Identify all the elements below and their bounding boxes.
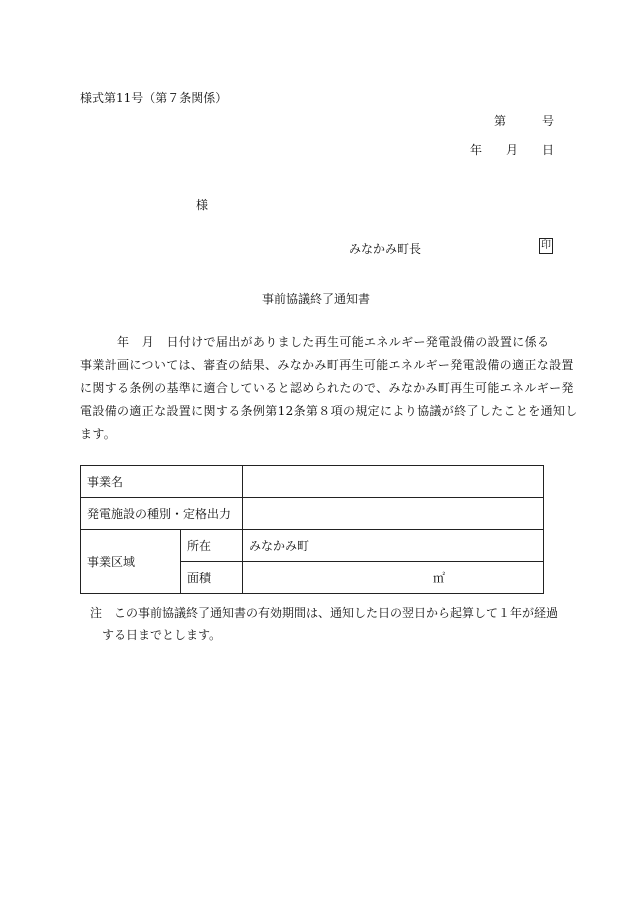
doc-number-prefix: 第 [494,114,507,128]
doc-number-suffix: 号 [542,114,555,128]
seal-mark: 印 [539,238,553,254]
note-line: 注 この事前協議終了通知書の有効期間は、通知した日の翌日から起算して１年が経過 [90,606,559,620]
size-value [243,562,544,594]
table-row [81,530,544,562]
body-line: 電設備の適正な設置に関する条例第12条第８項の規定により協議が終了したことを通知し [80,404,578,418]
size-label: 面積 [181,562,243,594]
table-row [81,466,544,498]
sender: みなかみ町長 [349,242,422,256]
facility-value [243,498,544,530]
note-line: する日までとします。 [90,628,222,642]
project-name-label: 事業名 [81,466,243,498]
body-line: ます。 [80,427,117,441]
facility-label: 発電施設の種別・定格出力 [81,498,243,530]
date-day: 日 [542,143,555,157]
location-label: 所在 [181,530,243,562]
body-text [80,331,578,446]
document-title: 事前協議終了通知書 [262,292,371,306]
location-value: みなかみ町 [243,530,544,562]
addressee: 様 [196,198,209,212]
date-month: 月 [506,143,519,157]
body-line: 年 月 日付けで届出がありました再生可能エネルギー発電設備の設置に係る [80,335,550,349]
date-year: 年 [470,143,483,157]
note [90,602,560,646]
table-row [81,498,544,530]
info-table [80,465,544,594]
body-line: 事業計画については、審査の結果、みなかみ町再生可能エネルギー発電設備の適正な設置 [80,358,574,372]
body-line: に関する条例の基準に適合していると認められたので、みなかみ町再生可能エネルギー発 [80,381,574,395]
form-number: 様式第11号（第７条関係） [80,91,228,105]
document-number [494,112,554,129]
date-line [470,141,554,158]
size-unit: ㎡ [433,571,446,585]
project-name-value [243,466,544,498]
area-label: 事業区域 [81,530,181,594]
